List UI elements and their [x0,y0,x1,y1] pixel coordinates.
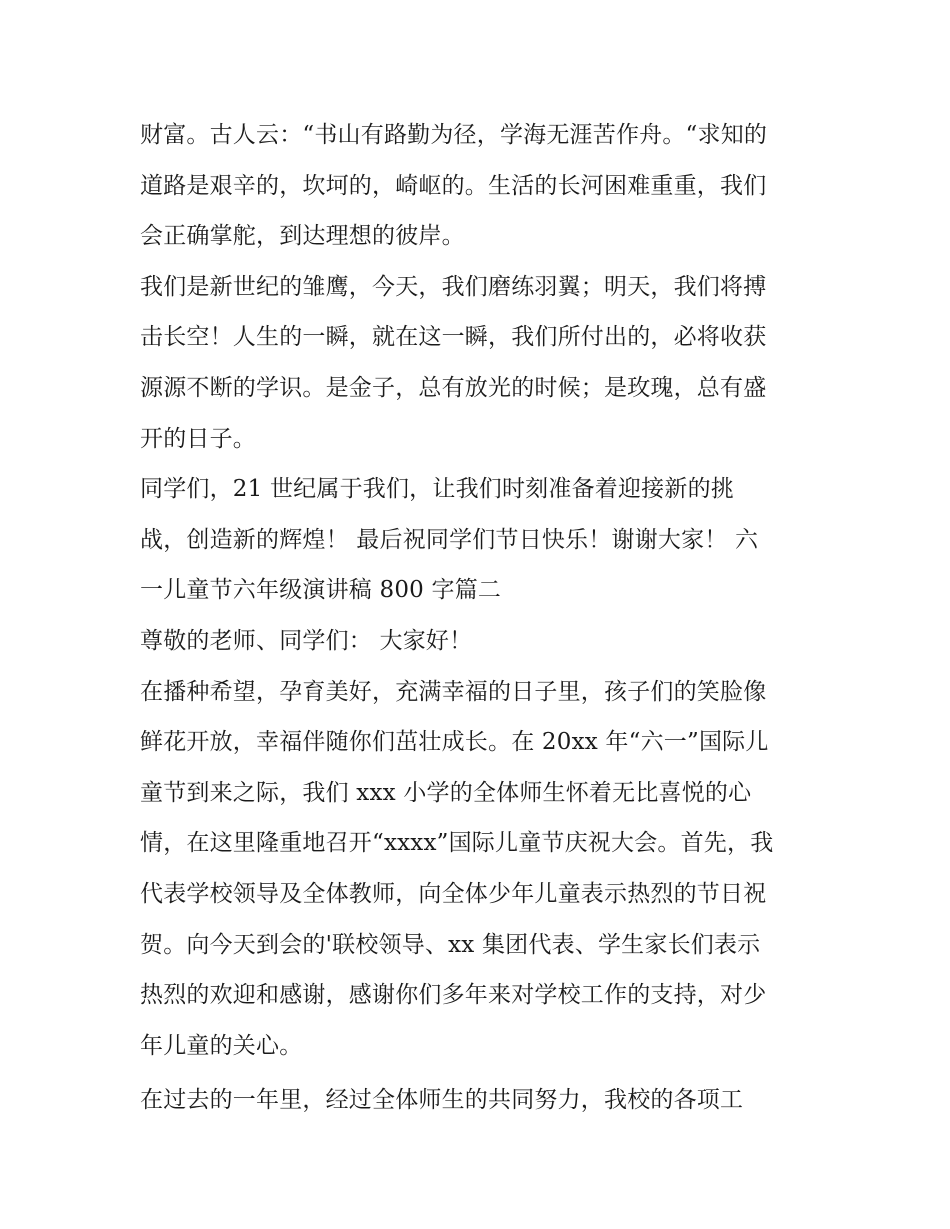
text-line: 源源不断的学识。是金子，总有放光的时候；是玫瑰，总有盛 [140,374,767,401]
text-line: 一儿童节六年级演讲稿 800 字篇二 [140,577,502,604]
text-line: 我们是新世纪的雏鹰，今天，我们磨练羽翼；明天，我们将搏 [140,273,767,300]
text-line: 在过去的一年里，经过全体师生的共同努力，我校的各项工 [140,1087,744,1114]
text-line: 击长空！人生的一瞬，就在这一瞬，我们所付出的，必将收获 [140,324,767,351]
text-line: 贺。向今天到会的'联校领导、xx 集团代表、学生家长们表示 [140,931,761,958]
text-line: 会正确掌舵，到达理想的彼岸。 [140,223,465,250]
text-line: 战，创造新的辉煌！ 最后祝同学们节日快乐！谢谢大家！ 六 [140,526,759,553]
text-line: 同学们，21 世纪属于我们，让我们时刻准备着迎接新的挑 [140,476,734,503]
text-line: 热烈的欢迎和感谢，感谢你们多年来对学校工作的支持，对少 [140,982,767,1009]
text-line: 道路是艰辛的，坎坷的，崎岖的。生活的长河困难重重，我们 [140,172,767,199]
document-body [140,110,820,1126]
text-line: 情，在这里隆重地召开“xxxx”国际儿童节庆祝大会。首先，我 [140,830,774,857]
text-line: 尊敬的老师、同学们： 大家好！ [140,627,473,654]
text-line: 鲜花开放，幸福伴随你们茁壮成长。在 20xx 年“六一”国际儿 [140,729,769,756]
text-line: 年儿童的关心。 [140,1032,303,1059]
text-line: 代表学校领导及全体教师，向全体少年儿童表示热烈的节日祝 [140,880,767,907]
text-line: 在播种希望，孕育美好，充满幸福的日子里，孩子们的笑脸像 [140,678,767,705]
text-line: 童节到来之际，我们 xxx 小学的全体师生怀着无比喜悦的心 [140,779,752,806]
text-line: 开的日子。 [140,425,256,452]
text-line: 财富。古人云：“书山有路勤为径，学海无涯苦作舟。“求知的 [140,122,768,148]
